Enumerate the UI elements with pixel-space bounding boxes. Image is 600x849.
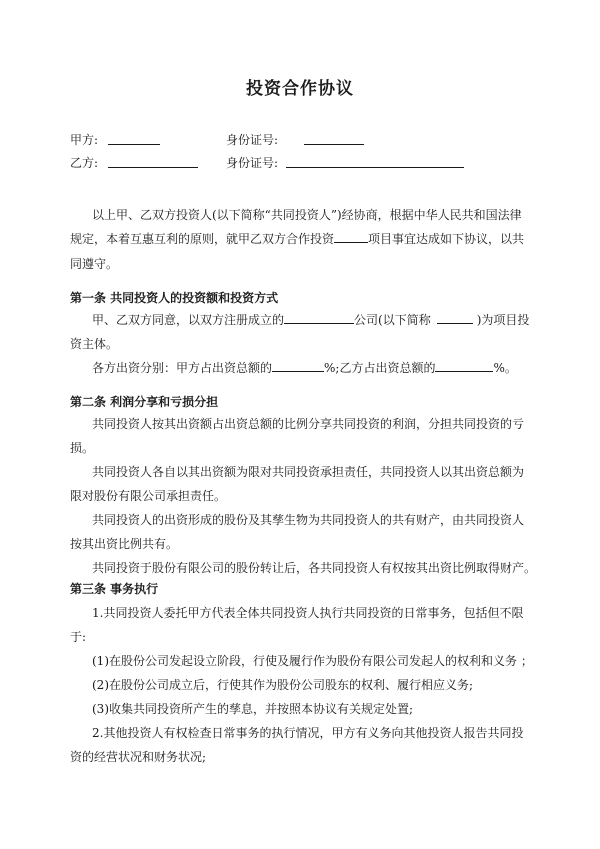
- article-3-line-2: 于:: [70, 630, 87, 644]
- article-3-item-1: (1)在股份公司发起设立阶段，行使及履行作为股份有限公司发起人的权利和义务 ；: [92, 654, 533, 668]
- article-3-line-1: 1.共同投资人委托甲方代表全体共同投资人执行共同投资的日常事务，包括但不限: [92, 606, 524, 620]
- preamble-text-2b: 项目事宜达成如下协议，以共: [368, 232, 525, 246]
- preamble-line-2: [70, 230, 524, 248]
- article-1-text-a: 甲、乙双方同意，以双方注册成立的: [92, 313, 285, 327]
- article-1-para-1-cont: 资主体。: [70, 337, 119, 351]
- article-2-line-7: 共同投资于股份有限公司的股份转让后，各共同投资人有权按其出资比例取得财产。: [92, 561, 537, 575]
- party-b-share-blank[interactable]: [435, 359, 493, 372]
- party-a-id-blank[interactable]: [304, 144, 364, 145]
- article-1-text-e: %;乙方占出资总额的: [324, 361, 436, 375]
- preamble-text-2a: 规定，本着互惠互利的原则，就甲乙双方合作投资: [70, 232, 335, 246]
- party-a-name-blank[interactable]: [108, 144, 160, 145]
- party-b-id-label: 身份证号:: [226, 156, 279, 170]
- document-title: 投资合作协议: [246, 79, 354, 99]
- article-2-line-6: 按其出资比例共有。: [70, 537, 179, 551]
- party-b-name-blank[interactable]: [108, 167, 198, 168]
- article-1-para-1: [92, 311, 529, 329]
- article-1-heading: 第一条 共同投资人的投资额和投资方式: [70, 291, 279, 305]
- company-short-name-blank[interactable]: [437, 311, 473, 324]
- article-3-line-3: 2.其他投资人有权检查日常事务的执行情况，甲方有义务向其他投资人报告共同投: [92, 726, 524, 740]
- article-2-line-3: 共同投资人各自以其出资额为限对共同投资承担责任，共同投资人以其出资总额为: [92, 465, 525, 479]
- article-2-line-2: 损。: [70, 441, 95, 455]
- article-1-text-b: 公司(以下简称: [354, 313, 431, 327]
- article-2-line-1: 共同投资人按其出资额占出资总额的比例分享共同投资的利润，分担共同投资的亏: [92, 417, 525, 431]
- article-3-heading: 第三条 事务执行: [70, 582, 159, 596]
- preamble-line-3: 同遵守。: [70, 257, 119, 271]
- article-2-heading: 第二条 利润分享和亏损分担: [70, 395, 219, 409]
- article-1-text-d: 各方出资分别：甲方占出资总额的: [92, 361, 273, 375]
- preamble-line-1: 以上甲、乙双方投资人(以下简称“共同投资人”)经协商，根据中华人民共和国法律: [92, 208, 522, 222]
- article-3-item-2: (2)在股份公司成立后，行使其作为股份公司股东的权利、履行相应义务;: [92, 678, 474, 692]
- company-name-blank[interactable]: [284, 311, 354, 324]
- article-2-line-4: 限对股份有限公司承担责任。: [70, 489, 227, 503]
- party-b-label: 乙方:: [70, 156, 99, 170]
- party-a-id-label: 身份证号:: [226, 133, 279, 147]
- article-1-text-f: %。: [493, 361, 517, 375]
- article-3-line-4: 资的经营状况和财务状况;: [70, 750, 207, 764]
- party-a-row: [70, 131, 470, 149]
- article-2-line-5: 共同投资人的出资形成的股份及其孳生物为共同投资人的共有财产，由共同投资人: [92, 513, 525, 527]
- party-b-row: [70, 154, 470, 172]
- article-3-item-3: (3)收集共同投资所产生的孳息，并按照本协议有关规定处置;: [92, 702, 414, 716]
- project-name-blank[interactable]: [334, 230, 368, 243]
- party-b-id-blank[interactable]: [286, 167, 464, 168]
- article-1-para-2: [92, 359, 517, 377]
- party-a-share-blank[interactable]: [272, 359, 324, 372]
- article-1-text-c: )为项目投: [476, 313, 530, 327]
- party-a-label: 甲方:: [70, 133, 99, 147]
